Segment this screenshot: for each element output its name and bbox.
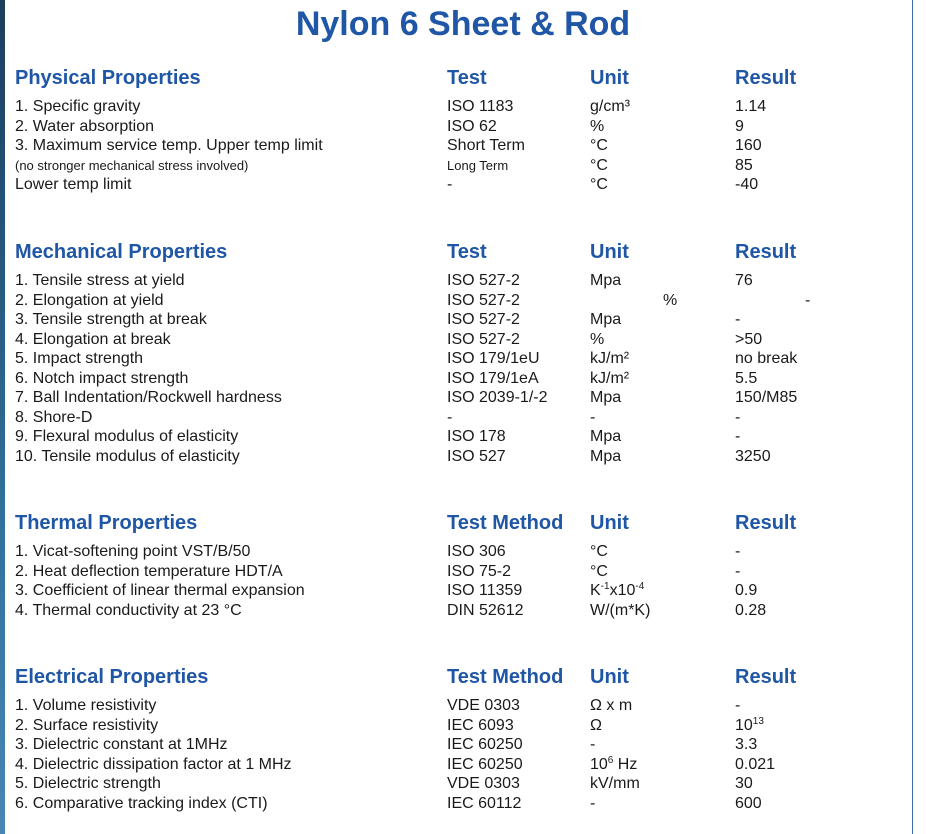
column-header-test: Test	[447, 67, 487, 89]
unit: kJ/m²	[590, 369, 630, 387]
test-method: ISO 306	[447, 543, 506, 560]
unit-frequency	[590, 755, 637, 775]
property-name: 3. Coefficient of linear thermal expansion	[15, 582, 305, 599]
unit: Mpa	[590, 311, 622, 328]
test-method: ISO 527	[447, 447, 506, 465]
unit: W/(m*K)	[590, 601, 651, 619]
property-name: 6. Notch impact strength	[15, 369, 189, 387]
test-method: ISO 1183	[447, 98, 514, 115]
result: 5.5	[735, 369, 758, 387]
test-method: VDE 0303	[447, 775, 520, 792]
electrical-properties-section	[15, 664, 910, 813]
result: -40	[735, 176, 759, 193]
property-name: 4. Elongation at break	[15, 330, 171, 348]
unit: -	[590, 408, 596, 426]
result: 0.021	[735, 755, 776, 773]
result: 160	[735, 137, 762, 154]
test-method: ISO 179/1eU	[447, 350, 540, 367]
table-row	[15, 581, 910, 601]
property-name: 1. Volume resistivity	[15, 697, 157, 714]
unit: Ω x m	[590, 697, 633, 714]
thermal-properties-section	[15, 510, 910, 620]
table-row	[15, 388, 910, 408]
property-note: (no stronger mechanical stress involved)	[15, 157, 249, 173]
test-method: ISO 62	[447, 117, 497, 135]
unit: Mpa	[590, 389, 622, 406]
table-row	[15, 369, 910, 389]
section-header	[15, 664, 910, 690]
section-header	[15, 510, 910, 536]
column-header-unit: Unit	[590, 666, 629, 688]
test-method: Short Term	[447, 137, 525, 154]
table-row	[15, 349, 910, 369]
unit: °C	[590, 137, 608, 154]
table-row	[15, 136, 910, 156]
unit: kJ/m²	[590, 350, 630, 367]
unit-exponent: -4	[635, 581, 645, 592]
unit: Ω	[590, 716, 602, 734]
test-method: ISO 527-2	[447, 272, 520, 289]
property-name: 2. Surface resistivity	[15, 716, 159, 734]
result: 76	[735, 272, 753, 289]
table-row	[15, 696, 910, 716]
mechanical-properties-section	[15, 239, 910, 466]
section-title: Thermal Properties	[15, 512, 198, 534]
section-header	[15, 65, 910, 91]
test-method: -	[447, 408, 453, 426]
unit: Mpa	[590, 272, 622, 289]
table-row	[15, 794, 910, 814]
test-method: ISO 527-2	[447, 330, 520, 348]
table-row	[15, 408, 910, 428]
property-name: 2. Water absorption	[15, 117, 155, 135]
table-row	[15, 271, 910, 291]
test-method: ISO 11359	[447, 582, 523, 599]
property-name: 5. Impact strength	[15, 350, 144, 367]
column-header-result: Result	[735, 666, 797, 688]
result: -	[735, 311, 741, 328]
table-row	[15, 156, 910, 176]
property-name: 5. Dielectric strength	[15, 775, 161, 792]
result: no break	[735, 350, 798, 367]
result: 9	[735, 117, 744, 135]
test-method: ISO 75-2	[447, 562, 512, 580]
result: -	[735, 697, 741, 714]
table-row	[15, 117, 910, 137]
right-border-line	[912, 0, 913, 834]
table-row	[15, 562, 910, 582]
table-row	[15, 310, 910, 330]
unit: g/cm³	[590, 98, 630, 115]
table-row	[15, 774, 910, 794]
unit: Mpa	[590, 428, 622, 445]
result: 30	[735, 775, 753, 792]
table-row	[15, 755, 910, 775]
test-method: DIN 52612	[447, 601, 524, 619]
property-name: 4. Thermal conductivity at 23 °C	[15, 601, 242, 619]
property-name: 2. Heat deflection temperature HDT/A	[15, 562, 283, 580]
unit: °C	[590, 176, 608, 193]
test-method: ISO 178	[447, 428, 506, 445]
column-header-result: Result	[735, 512, 797, 534]
property-name: 3. Tensile strength at break	[15, 311, 207, 328]
table-row	[15, 97, 910, 117]
test-method: ISO 527-2	[447, 291, 520, 309]
unit-exponent: -1	[600, 581, 610, 592]
section-title: Physical Properties	[15, 67, 201, 89]
column-header-result: Result	[735, 241, 797, 263]
test-method: -	[447, 176, 453, 193]
property-name: 3. Dielectric constant at 1MHz	[15, 736, 228, 753]
unit: %	[590, 330, 605, 348]
result: -	[735, 408, 741, 426]
test-method: IEC 60250	[447, 736, 523, 753]
unit: kV/mm	[590, 775, 640, 792]
column-header-unit: Unit	[590, 67, 629, 89]
test-method: ISO 2039-1/-2	[447, 389, 548, 406]
table-row	[15, 427, 910, 447]
result-exponent: 13	[752, 715, 764, 727]
section-title: Electrical Properties	[15, 666, 209, 688]
result: -	[735, 428, 741, 445]
physical-properties-section	[15, 65, 910, 195]
property-name: 6. Comparative tracking index (CTI)	[15, 794, 268, 812]
table-row	[15, 330, 910, 350]
unit: -	[590, 794, 596, 812]
property-name: Lower temp limit	[15, 176, 132, 193]
column-header-test-method: Test Method	[447, 666, 564, 688]
property-name: 10. Tensile modulus of elasticity	[15, 447, 240, 465]
unit-suffix: Hz	[613, 755, 638, 773]
property-name: 1. Tensile stress at yield	[15, 272, 185, 289]
result: 85	[735, 156, 753, 174]
table-row	[15, 175, 910, 195]
table-row	[15, 601, 910, 621]
table-row	[15, 542, 910, 562]
result-surface	[735, 716, 764, 736]
result: 3.3	[735, 736, 758, 753]
page-title: Nylon 6 Sheet & Rod	[295, 5, 631, 43]
unit-base: K	[590, 582, 601, 599]
table-row	[15, 447, 910, 467]
result: 0.28	[735, 601, 767, 619]
left-accent-bar	[0, 0, 5, 834]
result: -	[805, 291, 811, 309]
table-row	[15, 291, 910, 311]
result: -	[735, 543, 741, 560]
unit-expansion	[590, 581, 644, 601]
test-method: IEC 60112	[447, 794, 522, 812]
result: >50	[735, 330, 763, 348]
property-name: 3. Maximum service temp. Upper temp limit	[15, 137, 323, 154]
unit-multiplier: x10	[609, 582, 636, 599]
table-row	[15, 735, 910, 755]
result: 1.14	[735, 98, 767, 115]
result: 0.9	[735, 582, 758, 599]
test-method: VDE 0303	[447, 697, 520, 714]
property-name: 2. Elongation at yield	[15, 291, 164, 309]
column-header-test: Test	[447, 241, 487, 263]
unit: -	[590, 736, 596, 753]
unit: °C	[590, 562, 608, 580]
test-method: ISO 527-2	[447, 311, 520, 328]
section-title: Mechanical Properties	[15, 241, 228, 263]
unit-base: 10	[590, 755, 608, 773]
result: 150/M85	[735, 389, 798, 406]
result: -	[735, 562, 741, 580]
unit: °C	[590, 156, 608, 174]
unit: %	[590, 117, 605, 135]
result: 3250	[735, 447, 771, 465]
property-name: 4. Dielectric dissipation factor at 1 MHz	[15, 755, 292, 773]
test-method: ISO 179/1eA	[447, 369, 539, 387]
unit: Mpa	[590, 447, 622, 465]
column-header-result: Result	[735, 67, 797, 89]
test-method: IEC 6093	[447, 716, 514, 734]
property-name: 7. Ball Indentation/Rockwell hardness	[15, 389, 282, 406]
test-method: Long Term	[447, 157, 509, 173]
test-method: IEC 60250	[447, 755, 523, 773]
property-name: 8. Shore-D	[15, 408, 93, 426]
unit: °C	[590, 543, 608, 560]
property-name: 1. Specific gravity	[15, 98, 141, 115]
section-header	[15, 239, 910, 265]
property-name: 9. Flexural modulus of elasticity	[15, 428, 239, 445]
unit: %	[663, 291, 678, 309]
column-header-test-method: Test Method	[447, 512, 564, 534]
property-name: 1. Vicat-softening point VST/B/50	[15, 543, 251, 560]
table-row	[15, 716, 910, 736]
unit-exponent: 6	[607, 754, 614, 766]
column-header-unit: Unit	[590, 241, 629, 263]
column-header-unit: Unit	[590, 512, 629, 534]
result-base: 10	[735, 716, 753, 734]
result: 600	[735, 794, 762, 812]
